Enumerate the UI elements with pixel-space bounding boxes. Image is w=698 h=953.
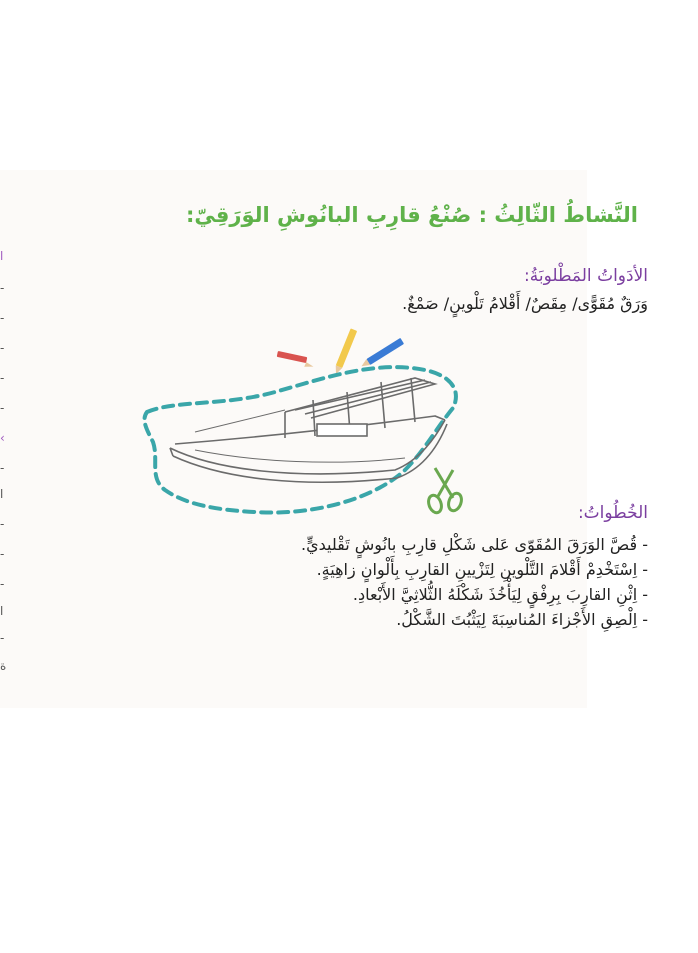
red-pencil-icon <box>277 351 314 369</box>
boat-sketch <box>170 378 447 482</box>
dashed-cut-outline <box>145 367 456 512</box>
step-item: - اِسْتَخْدِمْ أَقْلامَ التَّلْوينِ لِتَزْيينِ القارِبِ بِأَلْوانٍ زاهِيَةٍ. <box>316 560 648 579</box>
tools-list: وَرَقٌ مُقَوًّى/ مِقَصٌ/ أَقْلامُ تَلْوينٍ/ صَمْغٌ. <box>402 294 648 313</box>
blue-pencil-icon <box>360 338 404 369</box>
steps-heading: الخُطُواتُ: <box>577 503 648 523</box>
activity-title: النَّشاطُ الثّالِثُ : صُنْعُ قارِبِ البانُوشِ الوَرَقِيّ: <box>186 203 638 227</box>
scissors-icon <box>426 468 463 515</box>
step-item: - قُصَّ الوَرَقَ المُقَوّى عَلى شَكْلِ قارِبِ بانُوشٍ تَقْليديٍّ. <box>301 535 648 554</box>
step-item: - اِثْنِ القارِبَ بِرِفْقٍ لِيَأْخُذَ شَكْلَهُ الثُّلاثِيَّ الأَبْعادِ. <box>352 585 648 604</box>
steps-list <box>301 532 648 632</box>
step-item: - اِلْصِقِ الأَجْزاءَ المُناسِبَةَ لِيَثْبُتَ الشَّكْلُ. <box>396 610 648 629</box>
yellow-pencil-icon <box>333 328 357 375</box>
boat-illustration <box>135 320 475 520</box>
adjacent-page-margin: ا - - - - - ‹ - ا - - - ا - ة <box>0 249 7 673</box>
tools-heading: الأدَواتُ المَطْلوبَةُ: <box>524 266 648 286</box>
